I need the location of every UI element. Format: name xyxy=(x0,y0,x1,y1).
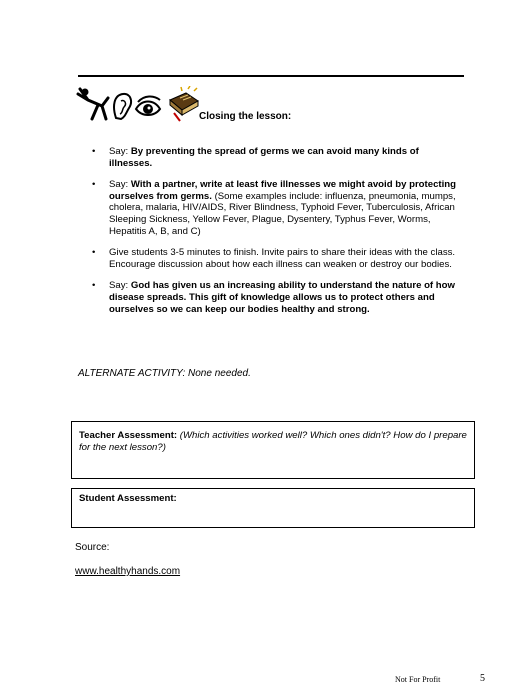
closing-bullet-list xyxy=(92,146,464,325)
teacher-assessment-prompt: (Which activities worked well? Which ones didn't? How do I prepare for the next lesson?) xyxy=(79,430,467,453)
bullet-dot: • xyxy=(92,280,96,292)
bullet-dot: • xyxy=(92,179,96,191)
list-item: • Say: By preventing the spread of germs we can avoid many kinds of illnesses. xyxy=(92,146,419,169)
source-link[interactable]: www.healthyhands.com xyxy=(75,566,181,577)
page-number: 5 xyxy=(480,673,485,684)
bullet-dot: • xyxy=(92,247,96,259)
footer-text: Not For Profit xyxy=(395,675,441,684)
source-label: Source: xyxy=(75,542,110,553)
ear-icon xyxy=(114,94,131,119)
teacher-assessment-box[interactable] xyxy=(71,421,475,479)
book-icon xyxy=(170,86,198,121)
list-item: • Say: With a partner, write at least five illnesses we might avoid by protecting ourselves from germs. (Some examples include: influenza, pneumonia, mumps, cholera, malaria, HIV/AIDS, River Blindness, Typhoid Fever, Tuberculosis, African Sleeping Sickness, Yellow Fever, Plague, Dysentery, Typhus Fever, Worms, Hepatitis A, B, and C) xyxy=(92,179,456,237)
list-item: • Say: God has given us an increasing ability to understand the nature of how disease spreads. This gift of knowledge allows us to protect others and ourselves so we can keep our bodies healthy and strong. xyxy=(92,280,455,315)
list-item: • Give students 3-5 minutes to finish. Invite pairs to share their ideas with the class. Encourage discussion about how each illness can weaken or destroy our bodies. xyxy=(92,247,456,270)
student-assessment-box[interactable] xyxy=(71,488,475,528)
horizontal-rule xyxy=(78,75,464,77)
stretching-person-icon xyxy=(78,89,108,120)
eye-icon xyxy=(136,96,160,115)
teacher-assessment-label: Teacher Assessment: xyxy=(79,430,178,441)
alternate-activity: ALTERNATE ACTIVITY: None needed. xyxy=(78,368,251,379)
senses-icon-row xyxy=(76,86,202,126)
bullet-dot: • xyxy=(92,146,96,157)
student-assessment-label: Student Assessment: xyxy=(79,493,177,504)
closing-heading: Closing the lesson: xyxy=(199,111,292,122)
